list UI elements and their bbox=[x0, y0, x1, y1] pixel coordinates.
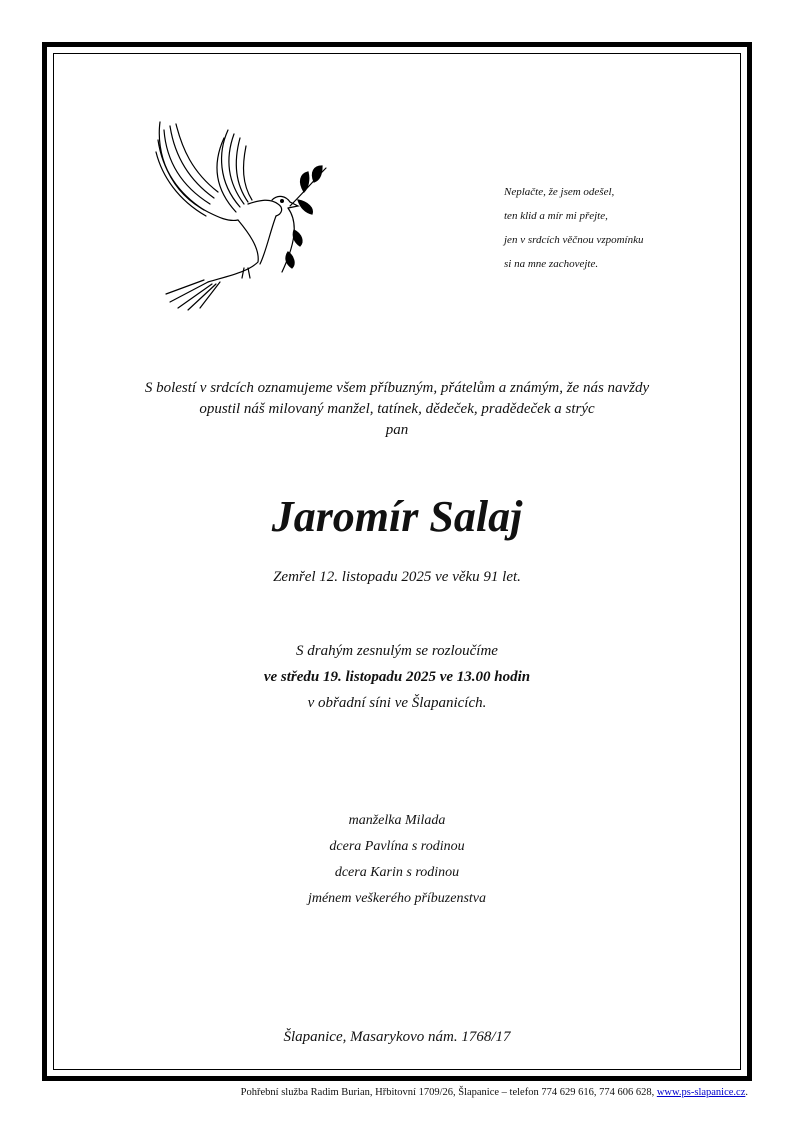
announcement bbox=[60, 378, 734, 441]
announcement-line: S bolestí v srdcích oznamujeme všem příbuzným, přátelům a známým, že nás navždy bbox=[144, 380, 650, 396]
mourner: dcera Karin s rodinou bbox=[334, 865, 460, 880]
poem-line: si na mne zachovejte. bbox=[504, 258, 599, 270]
dove-with-olive-branch-icon bbox=[148, 112, 328, 312]
farewell-date-time: ve středu 19. listopadu 2025 ve 13.00 hodin bbox=[263, 669, 531, 685]
deceased-name: Jaromír Salaj bbox=[271, 492, 523, 541]
funeral-service-footer bbox=[241, 1087, 748, 1098]
poem-line: jen v srdcích věčnou vzpomínku bbox=[504, 234, 644, 246]
footer-text: Pohřební služba Radim Burian, Hřbitovní 1709/26, Šlapanice – telefon 774 629 616, 774 606 628, bbox=[240, 1087, 657, 1098]
family-address: Šlapanice, Masarykovo nám. 1768/17 bbox=[283, 1029, 511, 1045]
announcement-line: opustil náš milovaný manžel, tatínek, dědeček, pradědeček a strýc bbox=[199, 401, 595, 417]
death-date-line: Zemřel 12. listopadu 2025 ve věku 91 let. bbox=[273, 569, 521, 585]
mourner: jménem veškerého příbuzenstva bbox=[307, 891, 487, 906]
farewell-details bbox=[60, 638, 734, 716]
farewell-line: S drahým zesnulým se rozloučíme bbox=[296, 643, 498, 659]
announcement-line: pan bbox=[385, 422, 409, 438]
mourner: dcera Pavlína s rodinou bbox=[329, 839, 465, 854]
mourners-list bbox=[60, 808, 734, 912]
poem-line: Neplačte, že jsem odešel, bbox=[504, 186, 615, 198]
mourner: manželka Milada bbox=[348, 813, 446, 828]
website-link[interactable]: www.ps-slapanice.cz bbox=[656, 1087, 746, 1098]
farewell-location: v obřadní síni ve Šlapanicích. bbox=[307, 695, 487, 711]
footer-end: . bbox=[745, 1087, 748, 1098]
poem-line: ten klid a mír mi přejte, bbox=[504, 210, 608, 222]
memorial-poem bbox=[504, 180, 644, 276]
